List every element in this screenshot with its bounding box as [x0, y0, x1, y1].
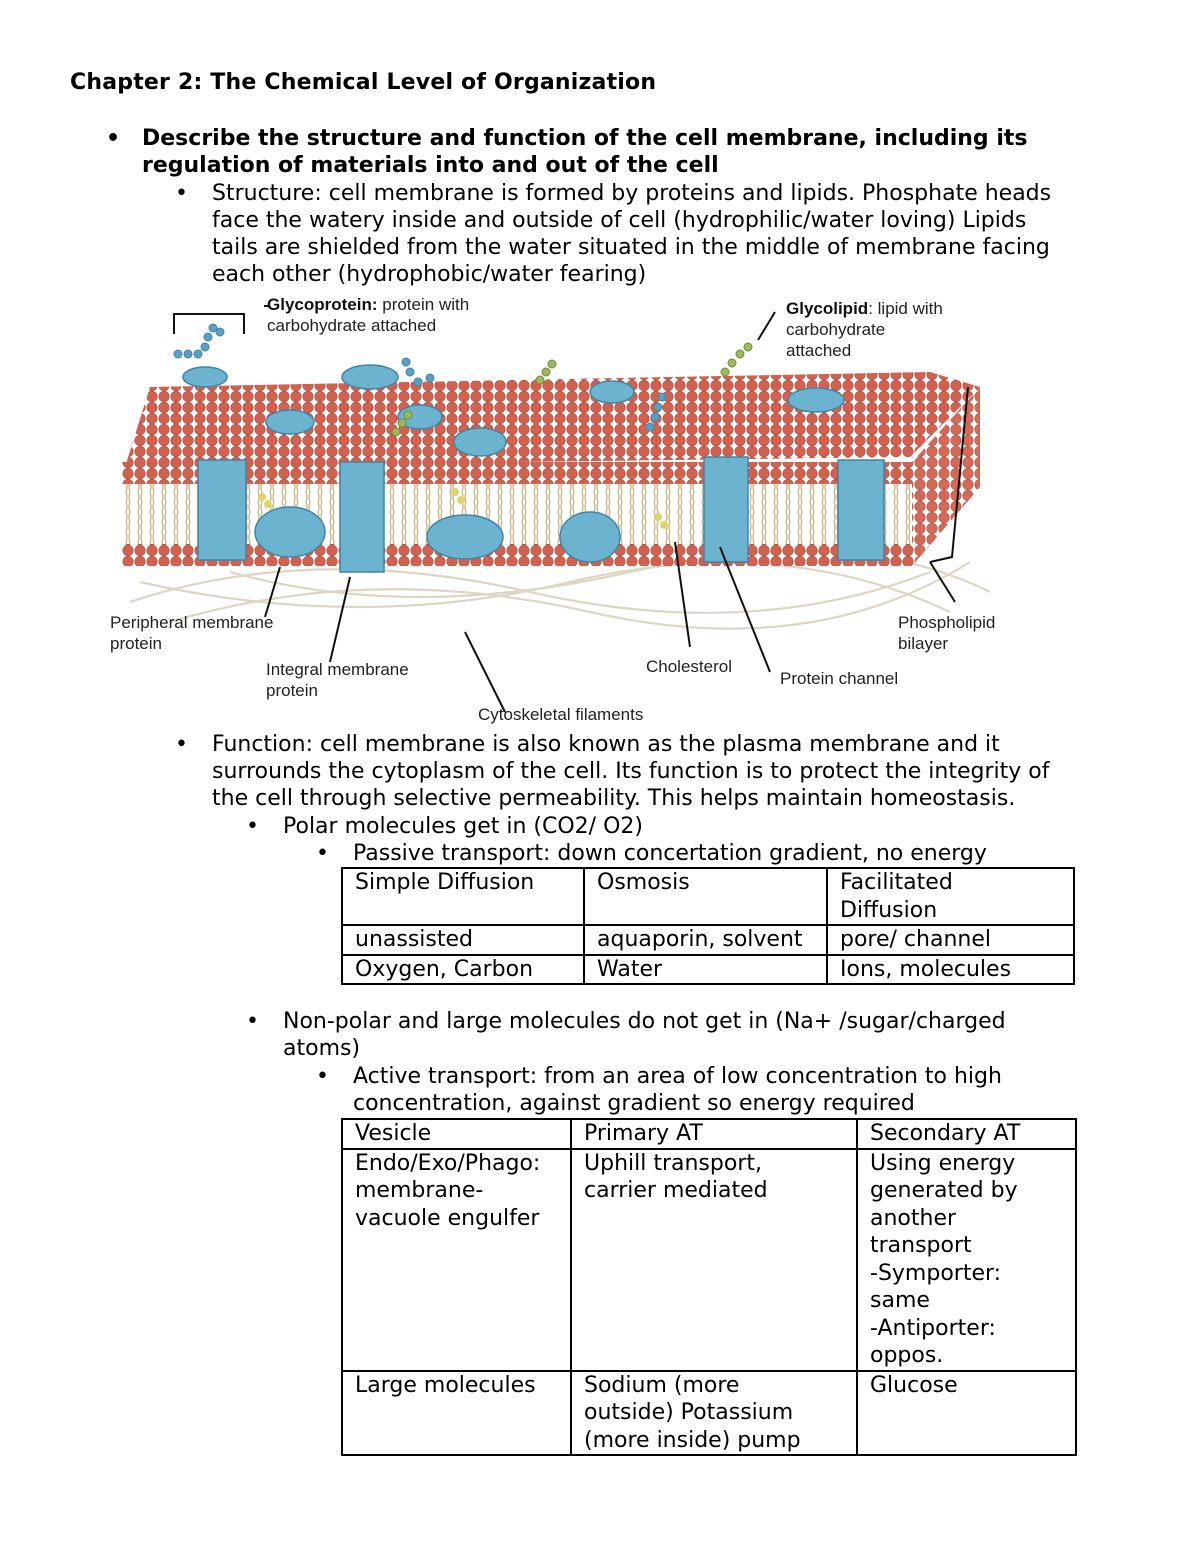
table-row	[342, 1149, 1076, 1371]
table-header-cell: Simple Diffusion	[342, 868, 584, 925]
table-cell: pore/ channel	[827, 925, 1074, 955]
table-header-row	[342, 1119, 1076, 1149]
table-header-row	[342, 868, 1074, 925]
integral-protein-label: Integral membrane protein	[266, 660, 409, 700]
table-cell: Large molecules	[342, 1371, 571, 1456]
polar-text: Polar molecules get in (CO2/ O2)	[283, 814, 643, 839]
bullet-glyph: •	[316, 1064, 329, 1089]
glycolipid-label	[786, 298, 943, 361]
table-cell: Using energy generated by another transport -Symporter: same -Antiporter: oppos.	[857, 1149, 1076, 1371]
cytoskeletal-label: Cytoskeletal filaments	[478, 705, 644, 724]
bullet-glyph: •	[246, 814, 259, 839]
nonpolar-text: Non-polar and large molecules do not get in (Na+ /sugar/charged atoms)	[283, 1009, 1006, 1061]
table-cell: aquaporin, solvent	[584, 925, 827, 955]
protein-channel-label: Protein channel	[780, 669, 899, 688]
bullet-glyph: •	[246, 1009, 259, 1034]
peripheral-protein-label: Peripheral membrane protein	[110, 613, 274, 653]
table-cell: unassisted	[342, 925, 584, 955]
phospholipid-bilayer-label: Phospholipid bilayer	[898, 613, 996, 653]
table-row	[342, 1371, 1076, 1456]
page-title: Chapter 2: The Chemical Level of Organization	[70, 70, 657, 95]
objective-text: Describe the structure and function of the cell membrane, including its regulation of materials into and out of the cell	[142, 126, 1028, 178]
bullet-glyph: •	[175, 181, 188, 206]
cell-membrane-diagram	[110, 292, 1010, 727]
table-cell: Water	[584, 955, 827, 985]
cholesterol-label: Cholesterol	[646, 657, 732, 676]
glycoprotein-desc: protein with	[377, 295, 470, 314]
passive-text: Passive transport: down concertation gradient, no energy	[353, 841, 987, 866]
glycoprotein-term: Glycoprotein:	[267, 295, 378, 314]
active-text: Active transport: from an area of low concentration to high concentration, against gradient so energy required	[353, 1064, 1002, 1116]
table-cell: Uphill transport, carrier mediated	[571, 1149, 857, 1371]
glycolipid-desc-line2: carbohydrate	[786, 320, 886, 339]
table-cell: Sodium (more outside) Potassium (more inside) pump	[571, 1371, 857, 1456]
structure-text: Structure: cell membrane is formed by proteins and lipids. Phosphate heads face the watery inside and outside of cell (hydrophilic/water loving) Lipids tails are shielded from the water situated in the middle of membrane facing each other (hydrophobic/water fearing)	[212, 181, 1052, 287]
table-cell: Endo/Exo/Phago: membrane- vacuole engulfer	[342, 1149, 571, 1371]
function-text: Function: cell membrane is also known as the plasma membrane and it surrounds the cytoplasm of the cell. Its function is to protect the integrity of the cell through selective permeability. This helps maintain homeostasis.	[212, 732, 1050, 811]
glycolipid-term: Glycolipid	[786, 299, 869, 318]
table-header-cell: Primary AT	[571, 1119, 857, 1149]
active-transport-table	[341, 1118, 1077, 1456]
table-header-cell: Facilitated Diffusion	[827, 868, 1074, 925]
glycoprotein-desc-line2: carbohydrate attached	[267, 316, 437, 335]
bullet-glyph: •	[316, 841, 329, 866]
table-row	[342, 925, 1074, 955]
bullet-glyph: •	[175, 732, 188, 757]
table-cell: Ions, molecules	[827, 955, 1074, 985]
table-row	[342, 955, 1074, 985]
table-header-cell: Vesicle	[342, 1119, 571, 1149]
table-header-cell: Osmosis	[584, 868, 827, 925]
table-cell: Oxygen, Carbon	[342, 955, 584, 985]
glycoprotein-label	[267, 294, 469, 336]
table-cell: Glucose	[857, 1371, 1076, 1456]
bullet-glyph: •	[106, 126, 121, 151]
membrane-top-surface	[125, 372, 980, 467]
glycolipid-desc-line3: attached	[786, 341, 852, 360]
passive-transport-table	[341, 867, 1075, 985]
glycolipid-desc: : lipid with	[868, 299, 943, 318]
table-header-cell: Secondary AT	[857, 1119, 1076, 1149]
